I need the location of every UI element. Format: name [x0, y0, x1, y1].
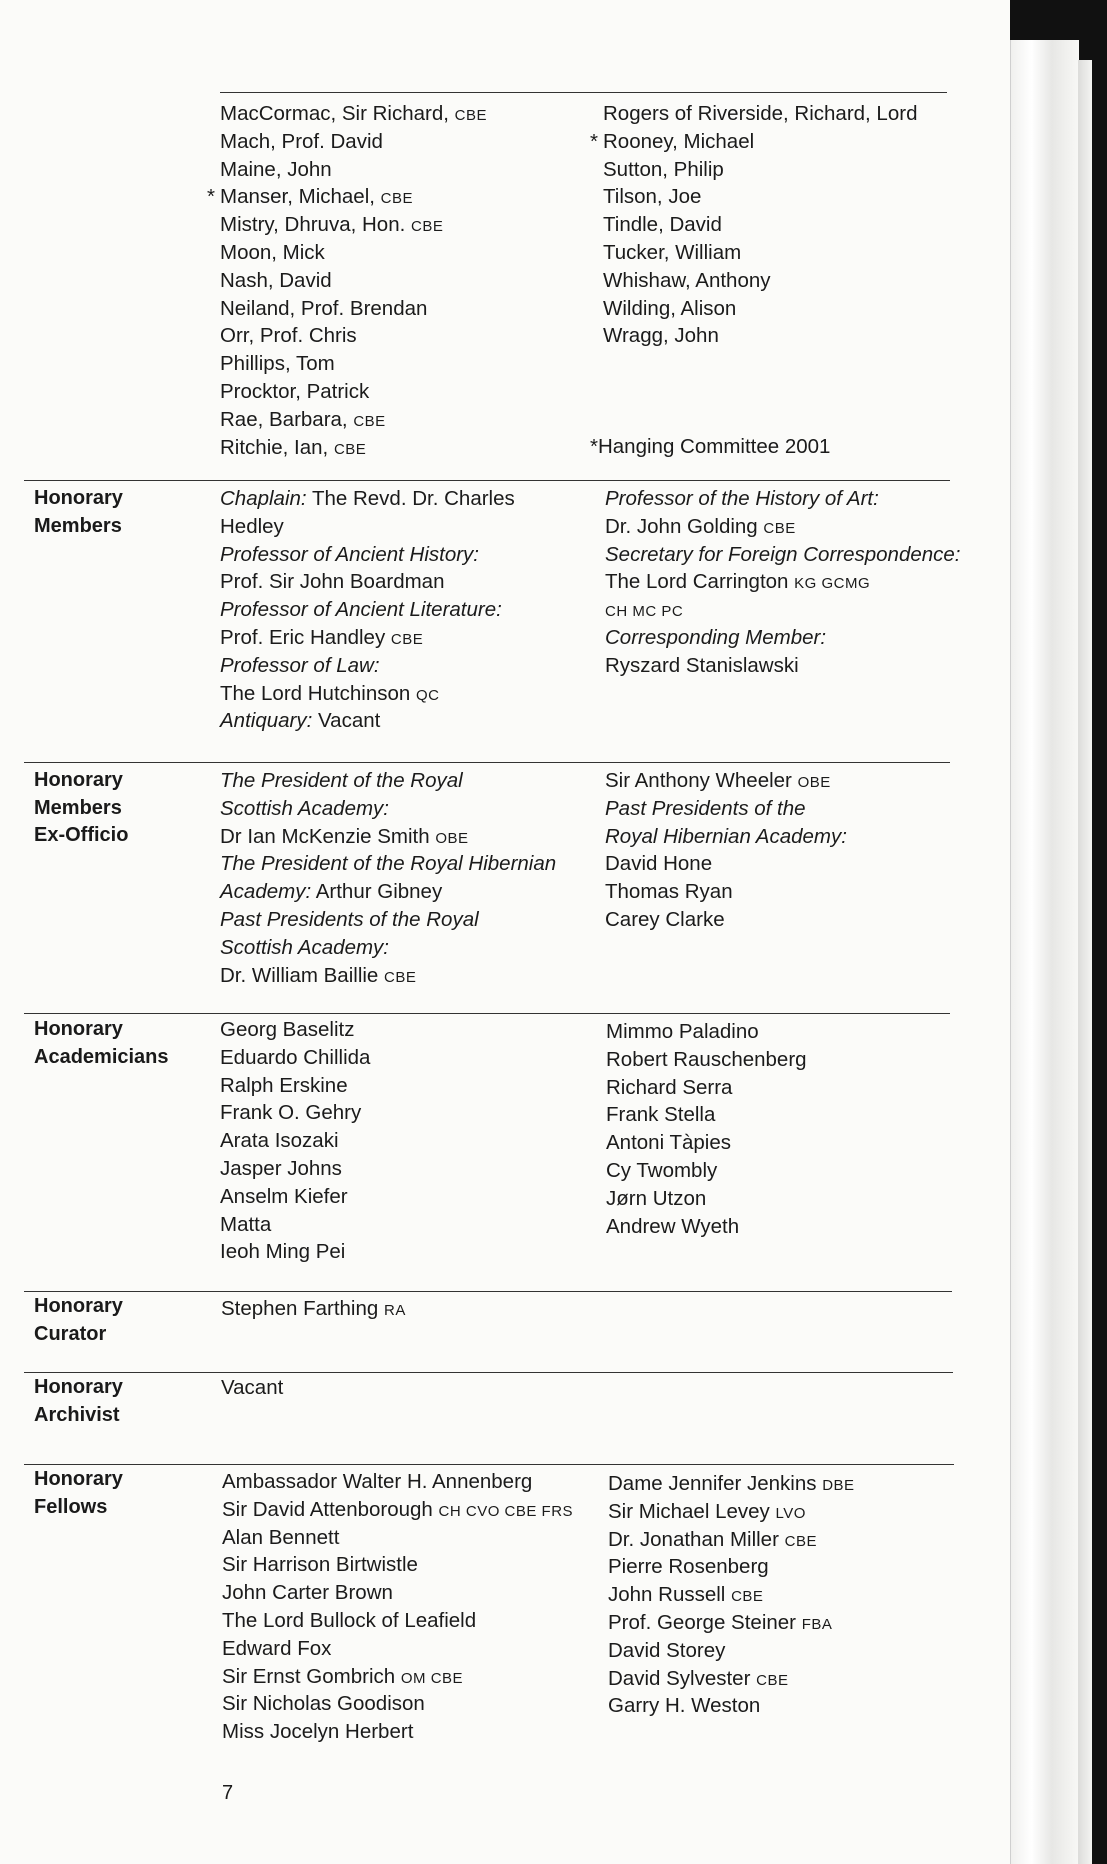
list-item [222, 1718, 573, 1746]
role-title: Professor of Ancient Literature: [220, 598, 502, 622]
list-item [220, 485, 515, 513]
list-item [220, 434, 487, 462]
person-name: Moon, Mick [220, 240, 325, 264]
list-item [222, 1607, 573, 1635]
person-name: David Sylvester [608, 1666, 751, 1690]
top-rule [220, 92, 947, 93]
list-item [220, 823, 556, 851]
list-item [220, 1016, 370, 1044]
person-name: Jørn Utzon [606, 1186, 707, 1210]
list-item [606, 1074, 807, 1102]
list-item [606, 1185, 807, 1213]
honours-postnominal: CBE [384, 968, 417, 986]
list-item [220, 322, 487, 350]
person-name: Nash, David [220, 268, 332, 292]
list-item [220, 878, 556, 906]
list-item [220, 962, 556, 990]
role-title: Chaplain: [220, 487, 307, 510]
honorary-members-rule [24, 480, 950, 481]
page-number: 7 [222, 1782, 234, 1804]
list-item [220, 707, 515, 735]
person-name: Procktor, Patrick [220, 379, 370, 403]
top-left-column [207, 100, 488, 461]
role-title: Scottish Academy: [220, 935, 390, 959]
person-name: Robert Rauschenberg [606, 1047, 807, 1071]
person-name: Georg Baselitz [220, 1018, 355, 1041]
ex-officio-right-column [605, 767, 847, 934]
archivist-rule [24, 1372, 953, 1373]
list-item [606, 1213, 807, 1241]
honours-postnominal: CBE [756, 1671, 789, 1689]
person-name: Vacant [221, 1376, 284, 1399]
fellows-label: Honorary Fellows [34, 1468, 123, 1518]
person-name: The Lord Carrington [605, 570, 789, 594]
person-name: Sir Nicholas Goodison [222, 1692, 425, 1716]
list-item [220, 906, 556, 934]
list-item [220, 1155, 370, 1183]
honours-postnominal: CBE [411, 218, 444, 236]
list-item [605, 596, 961, 624]
person-name: Sir David Attenborough [222, 1497, 433, 1521]
list-item [220, 156, 487, 184]
person-name: John Carter Brown [222, 1581, 393, 1605]
person-name: Tindle, David [603, 213, 722, 237]
list-item [605, 795, 847, 823]
person-name: Prof. George Steiner [608, 1610, 797, 1634]
committee-asterisk: * [207, 185, 215, 209]
list-item [222, 1663, 573, 1691]
list-item [605, 652, 961, 680]
list-item [220, 596, 515, 624]
person-name: Rooney, Michael [603, 129, 755, 153]
list-item [220, 295, 487, 323]
list-item [220, 1238, 370, 1266]
role-title: The President of the Royal Hibernian [220, 852, 557, 876]
honours-postnominal: RA [383, 1302, 406, 1319]
role-title: Antiquary: [220, 709, 313, 733]
person-name: MacCormac, Sir Richard, [220, 102, 449, 125]
academicians-label: Honorary Academicians [34, 1018, 169, 1068]
person-name: Jasper Johns [220, 1156, 342, 1180]
fellows-right-column [608, 1470, 855, 1720]
person-name: Ryszard Stanislawski [605, 653, 799, 677]
list-item [606, 1129, 807, 1157]
honours-postnominal: CBE [333, 440, 367, 458]
person-name: Sir Harrison Birtwistle [222, 1553, 418, 1577]
person-name: Maine, John [220, 157, 332, 181]
list-item [608, 1498, 855, 1526]
role-title: Professor of Law: [220, 653, 380, 677]
list-item [603, 100, 917, 128]
list-item [220, 1183, 370, 1211]
honours-postnominal: CH MC PC [605, 603, 684, 621]
ex-officio-left-column [220, 767, 556, 989]
honours-postnominal: CBE [380, 190, 413, 208]
person-name: Garry H. Weston [608, 1694, 761, 1718]
honours-postnominal: CBE [731, 1588, 764, 1606]
honours-postnominal: CBE [353, 412, 386, 430]
person-name: Arata Isozaki [220, 1129, 339, 1153]
person-name: Thomas Ryan [605, 880, 733, 904]
honours-postnominal: CBE [390, 630, 424, 648]
list-item [608, 1581, 855, 1609]
hanging-committee-note: *Hanging Committee 2001 [590, 435, 831, 458]
person-name: Cy Twombly [606, 1158, 718, 1182]
list-item [220, 1127, 370, 1155]
honours-postnominal: OBE [797, 774, 831, 791]
person-name: Tilson, Joe [603, 185, 702, 209]
list-item [605, 485, 961, 513]
person-name: Carey Clarke [605, 907, 725, 931]
person-name: Dame Jennifer Jenkins [608, 1472, 817, 1495]
list-item [222, 1496, 573, 1524]
list-item [605, 906, 847, 934]
list-item [221, 1374, 283, 1402]
list-item [603, 267, 917, 295]
honours-postnominal: OM CBE [400, 1669, 464, 1687]
role-title: The President of the Royal [220, 769, 463, 792]
person-name: Whishaw, Anthony [603, 268, 771, 292]
list-item [590, 128, 917, 156]
archivist-left-column [221, 1374, 283, 1402]
person-name: Prof. Sir John Boardman [220, 570, 445, 594]
person-name: Ambassador Walter H. Annenberg [222, 1470, 533, 1493]
list-item [603, 183, 917, 211]
honours-postnominal: CBE [454, 107, 488, 124]
person-name: David Hone [605, 852, 713, 876]
person-name: Ieoh Ming Pei [220, 1240, 346, 1264]
list-item [608, 1637, 855, 1665]
list-item [608, 1665, 855, 1693]
list-item [220, 767, 556, 795]
ex-officio-label: Honorary Members Ex-Officio [34, 769, 129, 846]
honorary-members-left-column [220, 485, 515, 735]
person-name: The Lord Bullock of Leafield [222, 1608, 477, 1632]
list-item [220, 541, 515, 569]
list-item [608, 1609, 855, 1637]
role-title: Professor of Ancient History: [220, 542, 480, 566]
list-item [220, 267, 487, 295]
role-title: Corresponding Member: [605, 625, 827, 649]
person-name: Richard Serra [606, 1075, 733, 1099]
list-item [603, 239, 917, 267]
list-item [603, 295, 917, 323]
list-item [605, 767, 847, 795]
role-title: Academy: [220, 880, 312, 904]
list-item [220, 239, 487, 267]
list-item [605, 513, 961, 541]
person-name: Dr. John Golding [605, 514, 758, 538]
curator-label: Honorary Curator [34, 1295, 123, 1345]
list-item [606, 1018, 807, 1046]
honorary-members-label: Honorary Members [34, 487, 123, 537]
person-name: Neiland, Prof. Brendan [220, 296, 428, 320]
list-item [220, 934, 556, 962]
person-name: Phillips, Tom [220, 352, 335, 376]
honours-postnominal: FBA [801, 1615, 833, 1633]
list-item [220, 652, 515, 680]
list-item [608, 1526, 855, 1554]
person-name: Wragg, John [603, 324, 719, 348]
person-name: The Revd. Dr. Charles [311, 487, 515, 510]
person-name: Anselm Kiefer [220, 1184, 348, 1208]
role-title: Past Presidents of the [605, 796, 806, 820]
ex-officio-rule [24, 762, 950, 763]
curator-rule [24, 1291, 952, 1292]
person-name: Pierre Rosenberg [608, 1555, 769, 1579]
list-item [605, 624, 961, 652]
list-item [608, 1692, 855, 1720]
list-item [220, 128, 487, 156]
person-name: The Lord Hutchinson [220, 681, 411, 705]
list-item [222, 1468, 573, 1496]
honorary-members-right-column [605, 485, 961, 680]
person-name: Frank Stella [606, 1103, 716, 1127]
person-name: Prof. Eric Handley [220, 625, 386, 649]
person-name: Hedley [220, 514, 284, 538]
list-item [222, 1635, 573, 1663]
person-name: Alan Bennett [222, 1525, 340, 1549]
person-name: Dr Ian McKenzie Smith [220, 824, 430, 848]
person-name: Dr. William Baillie [220, 963, 379, 987]
list-item [221, 1295, 406, 1323]
list-item [605, 850, 847, 878]
fellows-left-column [222, 1468, 573, 1746]
honours-postnominal: QC [416, 686, 440, 704]
list-item [603, 156, 917, 184]
list-item [207, 183, 487, 211]
list-item [603, 211, 917, 239]
person-name: Orr, Prof. Chris [220, 324, 357, 348]
list-item [220, 350, 487, 378]
list-item [220, 850, 556, 878]
list-item [222, 1579, 573, 1607]
list-item [606, 1157, 807, 1185]
honours-postnominal: OBE [435, 829, 469, 847]
role-title: Past Presidents of the Royal [220, 907, 479, 931]
list-item [608, 1553, 855, 1581]
academicians-left-column [220, 1016, 370, 1266]
list-item [220, 680, 515, 708]
person-name: Sir Ernst Gombrich [222, 1664, 396, 1688]
person-name: Sir Michael Levey [608, 1499, 770, 1523]
honours-postnominal: CBE [784, 1532, 817, 1550]
person-name: David Storey [608, 1638, 726, 1662]
page-edge-stack [1078, 60, 1092, 1864]
person-name: Wilding, Alison [603, 296, 737, 320]
list-item [608, 1470, 855, 1498]
list-item [222, 1551, 573, 1579]
academicians-right-column [606, 1018, 807, 1240]
list-item [220, 513, 515, 541]
person-name: Eduardo Chillida [220, 1045, 371, 1069]
role-title: Professor of the History of Art: [605, 487, 879, 510]
honours-postnominal: CH CVO CBE FRS [438, 1502, 574, 1520]
person-name: Sir Anthony Wheeler [605, 769, 792, 792]
person-name: Mistry, Dhruva, Hon. [220, 213, 406, 237]
top-right-column [590, 100, 918, 350]
person-name: Stephen Farthing [221, 1297, 379, 1320]
list-item [222, 1524, 573, 1552]
person-name: Miss Jocelyn Herbert [222, 1720, 414, 1744]
list-item [220, 795, 556, 823]
curator-left-column [221, 1295, 406, 1323]
list-item [605, 823, 847, 851]
person-name: Sutton, Philip [603, 157, 724, 181]
person-name: Andrew Wyeth [606, 1214, 740, 1238]
list-item [606, 1101, 807, 1129]
role-title: Royal Hibernian Academy: [605, 824, 847, 848]
list-item [605, 878, 847, 906]
person-name: Mach, Prof. David [220, 129, 383, 153]
person-name: Arthur Gibney [315, 880, 443, 904]
person-name: John Russell [608, 1583, 726, 1607]
list-item [605, 541, 961, 569]
honours-postnominal: KG GCMG [794, 575, 871, 593]
person-name: Antoni Tàpies [606, 1131, 731, 1155]
person-name: Frank O. Gehry [220, 1101, 362, 1125]
list-item [220, 1211, 370, 1239]
list-item [220, 211, 487, 239]
person-name: Tucker, William [603, 240, 742, 264]
list-item [605, 568, 961, 596]
person-name: Mimmo Paladino [606, 1020, 759, 1043]
list-item [222, 1690, 573, 1718]
person-name: Ritchie, Ian, [220, 435, 329, 459]
list-item [220, 406, 487, 434]
person-name: Rae, Barbara, [220, 407, 348, 431]
list-item [220, 624, 515, 652]
honours-postnominal: CBE [763, 519, 796, 537]
person-name: Vacant [318, 709, 381, 733]
committee-asterisk: * [590, 129, 598, 153]
role-title: Secretary for Foreign Correspondence: [605, 542, 961, 566]
list-item [220, 1072, 370, 1100]
list-item [220, 1099, 370, 1127]
list-item [603, 322, 917, 350]
list-item [220, 378, 487, 406]
honours-postnominal: DBE [822, 1477, 855, 1494]
person-name: Matta [220, 1212, 272, 1236]
honours-postnominal: LVO [775, 1504, 806, 1522]
person-name: Manser, Michael, [220, 185, 375, 209]
role-title: Scottish Academy: [220, 796, 390, 820]
person-name: Rogers of Riverside, Richard, Lord [603, 102, 918, 125]
list-item [220, 100, 487, 128]
page-edge-shadow [1010, 40, 1079, 1864]
list-item [220, 568, 515, 596]
list-item [220, 1044, 370, 1072]
archivist-label: Honorary Archivist [34, 1376, 123, 1426]
academicians-rule [24, 1013, 950, 1014]
list-item [606, 1046, 807, 1074]
fellows-rule [24, 1464, 954, 1465]
person-name: Dr. Jonathan Miller [608, 1527, 779, 1551]
person-name: Ralph Erskine [220, 1073, 348, 1097]
person-name: Edward Fox [222, 1636, 332, 1660]
